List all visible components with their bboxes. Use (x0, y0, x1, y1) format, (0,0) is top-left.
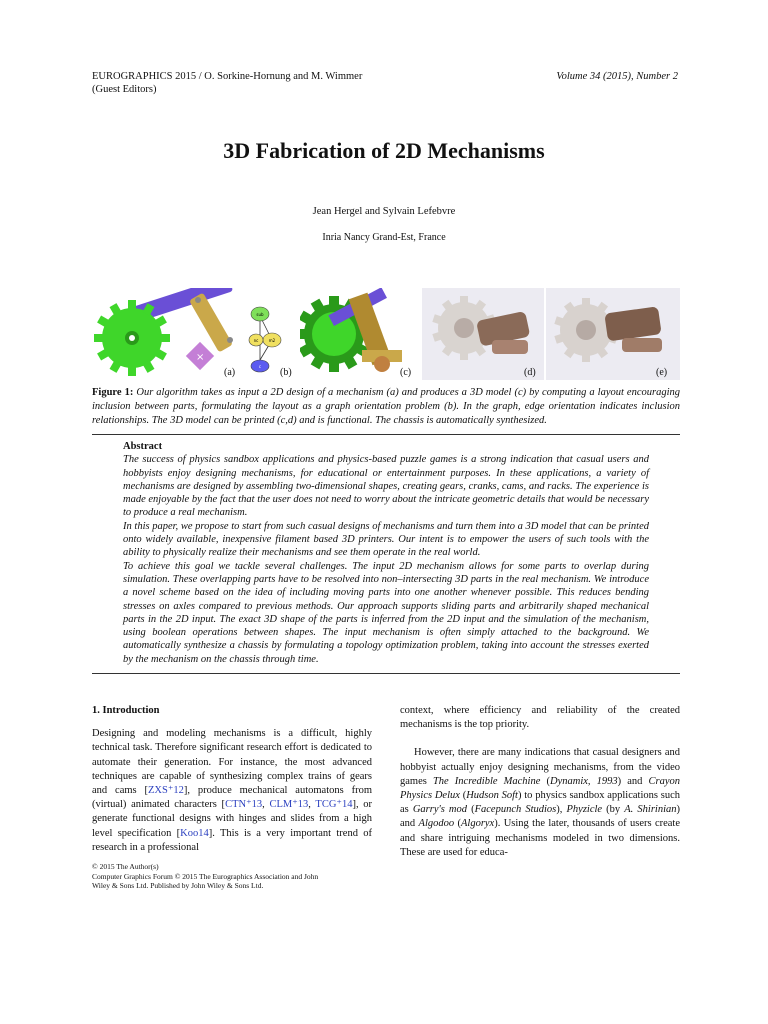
intro-paragraph-1 (92, 727, 372, 855)
section-heading: 1. Introduction (92, 705, 160, 716)
abstract-paragraph: The success of physics sandbox applications and physics-based puzzle games is a strong indication that casual users and hobbyists enjoy designing mechanisms, for educational or entertainment purposes. In these applications, a variety of mechanisms are designed by assembling two-dimensional shapes, creating gears, cranks, cams, and racks. The experience is made enjoyable by the fact that the user does not need to worry about the intricate geometric details that would be necessary to produce a real mechanism. (123, 454, 649, 519)
abstract-paragraph: To achieve this goal we tackle several challenges. The input 2D mechanism allows for some parts to overlap during simulation. These overlapping parts have to be resolved into non–intersecting 3D parts in the real mechanism. We introduce a novel scheme based on the idea of including moving parts into one another whenever possible. This reduces bending stresses on axles compared to previous methods. Our approach supports sliding parts and arbitrarily shaped mechanical parts in the 2D input. The exact 3D shape of the parts is inferred from the 2D input and the simulation of the mechanism, using boolean operations between shapes. The input mechanism is often simply attached to the background. We automatically synthesize a chassis by formulating a topology optimization problem, taking into account the stresses exerted by the mechanism on the chassis through time. (123, 560, 649, 665)
abstract-paragraph: In this paper, we propose to start from such casual designs of mechanisms and turn them into a 3D model that can be printed onto widely available, inexpensive filament based 3D printers. Our intent is to empower the users of such tools with the ability to physically realize their mechanisms and see them operate in the real world. (123, 520, 649, 559)
mechanism-2d-design-image (92, 288, 242, 380)
text-run: ). Using the later, thousands of users create and share intriguing mechanisms modeled in two dimensions. These are used for educa- (400, 818, 680, 858)
citation-link[interactable]: CLM⁺13 (269, 799, 309, 811)
caption-label: Figure 1: (92, 387, 134, 398)
game-title: Crayon Physics Delux (400, 775, 681, 802)
game-title: Garry's mod (412, 804, 468, 816)
abstract (123, 440, 649, 666)
text-run: , (262, 799, 270, 811)
svg-text:×: × (196, 352, 205, 363)
citation-link[interactable]: CTN⁺13 (225, 799, 263, 811)
label-d: (d) (524, 367, 536, 378)
label-a: (a) (224, 367, 236, 378)
conference-line: EUROGRAPHICS 2015 / O. Sorkine-Hornung and M. Wimmer (92, 71, 363, 82)
figure-panel-c (300, 288, 420, 380)
text-run: ], or generate functional designs with hinges and slides from a high level specification [ (92, 799, 373, 839)
label-e: (e) (656, 367, 668, 378)
intro-paragraph-continued: context, where efficiency and reliability of the created mechanisms is the top priority. (400, 705, 680, 731)
abstract-top-rule (92, 434, 680, 435)
label-b: (b) (280, 367, 292, 378)
abstract-bottom-rule (92, 673, 680, 674)
text-run: (by (602, 804, 625, 816)
affiliation: Inria Nancy Grand-Est, France (322, 232, 446, 243)
paper-title: 3D Fabrication of 2D Mechanisms (223, 138, 545, 163)
label-c: (c) (400, 367, 412, 378)
abstract-heading: Abstract (123, 441, 163, 452)
publisher: Algoryx (460, 818, 495, 830)
intro-paragraph-2 (400, 746, 680, 860)
game-title: The Incredible Machine (432, 775, 541, 787)
text-run: ], produce mechanical automatons from (virtual) animated characters [ (92, 785, 373, 811)
volume-info: Volume 34 (2015), Number 2 (556, 71, 678, 82)
text-run: ), (556, 804, 567, 816)
text-run: However, there are many indications that casual designers and hobbyist actually enjoy designing mechanisms, from the video games (400, 747, 680, 787)
copyright-line: Computer Graphics Forum © 2015 The Eurographics Association and John (92, 871, 319, 881)
publisher: Hudson Soft (466, 790, 518, 802)
text-run: ( (454, 818, 461, 830)
publisher: Facepunch Studios (474, 804, 557, 816)
guest-editors-line: (Guest Editors) (92, 84, 157, 95)
figure-caption (92, 386, 680, 428)
graph-node-label: c (258, 364, 262, 369)
publisher: Dynamix, 1993 (550, 775, 618, 787)
game-title: Phyzicle (566, 804, 603, 816)
citation-link[interactable]: Koo14 (180, 827, 209, 839)
figure-panel-b (244, 288, 299, 380)
text-run: ( (459, 790, 467, 802)
text-run: ( (467, 804, 475, 816)
text-run: Designing and modeling mechanisms is a difficult, highly technical task. Therefore significant research effort is dedicated to automate their generation. For instance, the most advanced techniques are capable of synthesizing complex trains of gears and cams [ (92, 728, 372, 797)
text-run: , (308, 799, 316, 811)
graph-node-label: nc (253, 338, 259, 343)
graph-node-label: m2 (268, 338, 276, 343)
right-column (400, 704, 680, 860)
left-column (92, 704, 372, 855)
citation-link[interactable]: ZXS⁺12 (148, 785, 184, 797)
figure-panel-a (92, 288, 242, 380)
text-run: ) and (617, 775, 649, 787)
authors: Jean Hergel and Sylvain Lefebvre (312, 206, 456, 217)
figure-panel-d (422, 288, 544, 380)
text-run: ( (540, 775, 550, 787)
figure-1 (92, 288, 680, 380)
text-run: ) and (400, 804, 680, 830)
caption-text: Our algorithm takes as input a 2D design of a mechanism (a) and produces a 3D model (c) by computing a layout encouraging inclusion between parts, formulating the layout as a graph orientation problem (b). In the graph, edge orientation indicates inclusion relationships. The 3D model can be printed (c,d) and is functional. The chassis is automatically synthesized. (92, 387, 681, 426)
publisher: A. Shirinian (624, 804, 677, 816)
figure-panel-e (546, 288, 680, 380)
citation-link[interactable]: TCG⁺14 (315, 799, 353, 811)
text-run: ]. This is a very important trend of research in a professional (92, 827, 372, 853)
graph-node-label: sub (256, 312, 264, 317)
copyright-line: © 2015 The Author(s) (92, 862, 159, 871)
copyright-footer (92, 862, 392, 891)
running-header-left (92, 70, 392, 96)
text-run: ) to physics sandbox applications such as (400, 790, 680, 816)
game-title: Algodoo (418, 818, 455, 830)
copyright-line: Wiley & Sons Ltd. Published by John Wiley & Sons Ltd. (92, 881, 264, 890)
